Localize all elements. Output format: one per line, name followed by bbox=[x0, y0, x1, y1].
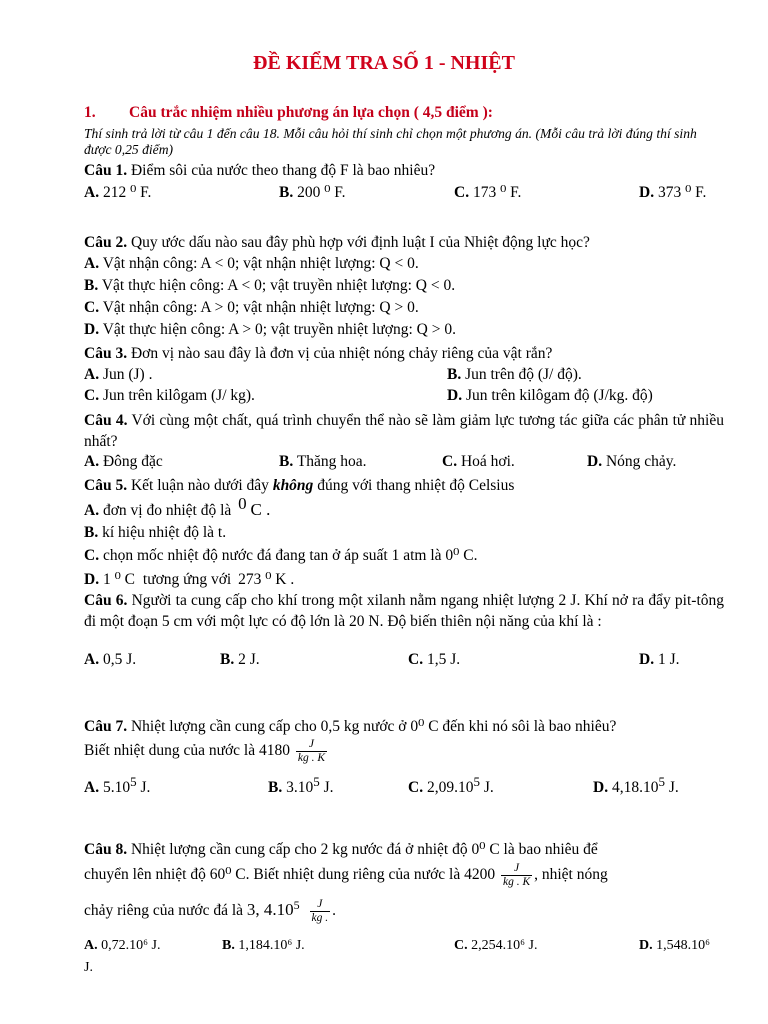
option-a[interactable]: A. 0,5 J. bbox=[84, 651, 137, 668]
fraction-j-per-kg: $\frac{J}{kg .}$ bbox=[311, 898, 329, 925]
section-instructions: Thí sinh trả lời từ câu 1 đến câu 18. Mỗi câu hỏi thí sinh chỉ chọn một phương án. (Mỗi câu trả lời đúng thí sinh được 0,25 điểm) bbox=[84, 126, 697, 157]
option-d[interactable]: D. 1 ⁰ C tương ứng với 273 ⁰ K . bbox=[84, 571, 295, 588]
option-d[interactable]: D. 1,548.10⁶ bbox=[639, 938, 711, 953]
option-b[interactable]: B. Jun trên độ (J/ độ). bbox=[447, 366, 582, 383]
option-a[interactable]: A. Đông đặc bbox=[84, 453, 163, 470]
question-6 bbox=[84, 590, 724, 632]
option-d[interactable]: D. Vật thực hiện công: A > 0; vật truyền nhiệt lượng: Q > 0. bbox=[84, 321, 456, 338]
option-c[interactable]: C. 173 ⁰ F. bbox=[454, 184, 522, 201]
option-d[interactable]: D. Jun trên kilôgam độ (J/kg. độ) bbox=[447, 387, 653, 404]
page-title: ĐỀ KIỂM TRA SỐ 1 - NHIỆT bbox=[253, 52, 515, 74]
question-label: Câu 3. bbox=[84, 345, 128, 362]
question-8-line2: chuyển lên nhiệt độ 60⁰ C. Biết nhiệt dung riêng của nước là 4200 $\frac{J}{kg . K}$ , nhiệt nóng bbox=[84, 862, 608, 888]
option-d[interactable]: D. 373 ⁰ F. bbox=[639, 184, 707, 201]
option-c[interactable]: C. Jun trên kilôgam (J/ kg). bbox=[84, 387, 255, 404]
option-c[interactable]: C. 2,254.10⁶ J. bbox=[454, 938, 538, 953]
question-4 bbox=[84, 410, 724, 452]
option-b[interactable]: B. Vật thực hiện công: A < 0; vật truyền nhiệt lượng: Q < 0. bbox=[84, 277, 456, 294]
question-8-line3: chảy riêng của nước đá là 3, 4.10$^5$ $\frac{J}{kg .}$ . bbox=[84, 898, 337, 925]
option-a[interactable]: A. 212 ⁰ F. bbox=[84, 184, 152, 201]
question-label: Câu 5. bbox=[84, 477, 128, 494]
option-b[interactable]: B. 200 ⁰ F. bbox=[279, 184, 346, 201]
question-label: Câu 2. bbox=[84, 234, 128, 251]
option-b[interactable]: B. 1,184.10⁶ J. bbox=[222, 938, 305, 953]
question-text: Nhiệt lượng cần cung cấp cho 0,5 kg nước ở 0⁰ C đến khi nó sôi là bao nhiêu? bbox=[130, 718, 617, 735]
question-label: Câu 7. bbox=[84, 718, 128, 735]
question-3 bbox=[84, 343, 724, 364]
fraction-j-per-kgk: $\frac{J}{kg . K}$ bbox=[502, 862, 531, 888]
question-label: Câu 1. bbox=[84, 162, 128, 179]
option-c[interactable]: C. Hoá hơi. bbox=[442, 453, 515, 470]
question-label: Câu 8. bbox=[84, 841, 128, 858]
option-d[interactable]: D. 4,18.10$^5$ J. bbox=[593, 774, 679, 797]
option-a[interactable]: A. Vật nhận công: A < 0; vật nhận nhiệt lượng: Q < 0. bbox=[84, 255, 419, 272]
option-a[interactable]: A. 0,72.10⁶ J. bbox=[84, 938, 161, 953]
option-b[interactable]: B. 2 J. bbox=[220, 651, 260, 668]
option-a[interactable]: A. Jun (J) . bbox=[84, 366, 153, 383]
option-a[interactable]: A. 5.10$^5$ J. bbox=[84, 774, 151, 797]
question-text: Người ta cung cấp cho khí trong một xilanh nằm ngang nhiệt lượng 2 J. Khí nở ra đẩy pit-tông đi một đoạn 5 cm với một lực có độ lớn là 20 N. Độ biến thiên nội năng của khí là : bbox=[84, 592, 725, 630]
option-c[interactable]: C. 2,09.10$^5$ J. bbox=[408, 774, 494, 797]
question-7-line2: Biết nhiệt dung của nước là 4180 $\frac{J}{kg . K}$ bbox=[84, 738, 326, 764]
question-text: Đơn vị nào sau đây là đơn vị của nhiệt nóng chảy riêng của vật rắn? bbox=[130, 345, 553, 362]
fraction-j-per-kgk: $\frac{J}{kg . K}$ bbox=[297, 738, 326, 764]
option-d[interactable]: D. Nóng chảy. bbox=[587, 453, 677, 470]
question-text: Với cùng một chất, quá trình chuyển thể nào sẽ làm giảm lực tương tác giữa các phân tử nhiều nhất? bbox=[84, 412, 724, 450]
section-title: Câu trắc nhiệm nhiều phương án lựa chọn ( 4,5 điểm ): bbox=[129, 104, 493, 121]
option-b[interactable]: B. kí hiệu nhiệt độ là t. bbox=[84, 524, 227, 541]
option-c[interactable]: C. chọn mốc nhiệt độ nước đá đang tan ở áp suất 1 atm là 0⁰ C. bbox=[84, 547, 478, 564]
option-a[interactable]: A. đơn vị đo nhiệt độ là 0 C . bbox=[84, 494, 271, 519]
option-b[interactable]: B. Thăng hoa. bbox=[279, 453, 367, 470]
option-b[interactable]: B. 3.10$^5$ J. bbox=[268, 774, 334, 797]
question-7 bbox=[84, 717, 616, 736]
question-5: Câu 5. Kết luận nào dưới đây không đúng với thang nhiệt độ Celsius bbox=[84, 477, 515, 494]
option-c[interactable]: C. 1,5 J. bbox=[408, 651, 461, 668]
question-text: Nhiệt lượng cần cung cấp cho 2 kg nước đá ở nhiệt độ 0⁰ C là bao nhiêu để bbox=[130, 841, 598, 858]
option-c[interactable]: C. Vật nhận công: A > 0; vật nhận nhiệt lượng: Q > 0. bbox=[84, 299, 419, 316]
section-number: 1. bbox=[84, 104, 96, 121]
question-label: Câu 4. bbox=[84, 412, 128, 429]
option-d[interactable]: D. 1 J. bbox=[639, 651, 680, 668]
option-d-tail: J. bbox=[84, 960, 93, 975]
question-1 bbox=[84, 160, 724, 181]
question-label: Câu 6. bbox=[84, 592, 128, 609]
question-text: Quy ước dấu nào sau đây phù hợp với định luật I của Nhiệt động lực học? bbox=[130, 234, 590, 251]
question-8 bbox=[84, 840, 598, 859]
emphasis-negation: không bbox=[272, 477, 314, 494]
question-text: Điểm sôi của nước theo thang độ F là bao nhiêu? bbox=[130, 162, 436, 179]
question-2 bbox=[84, 232, 724, 253]
